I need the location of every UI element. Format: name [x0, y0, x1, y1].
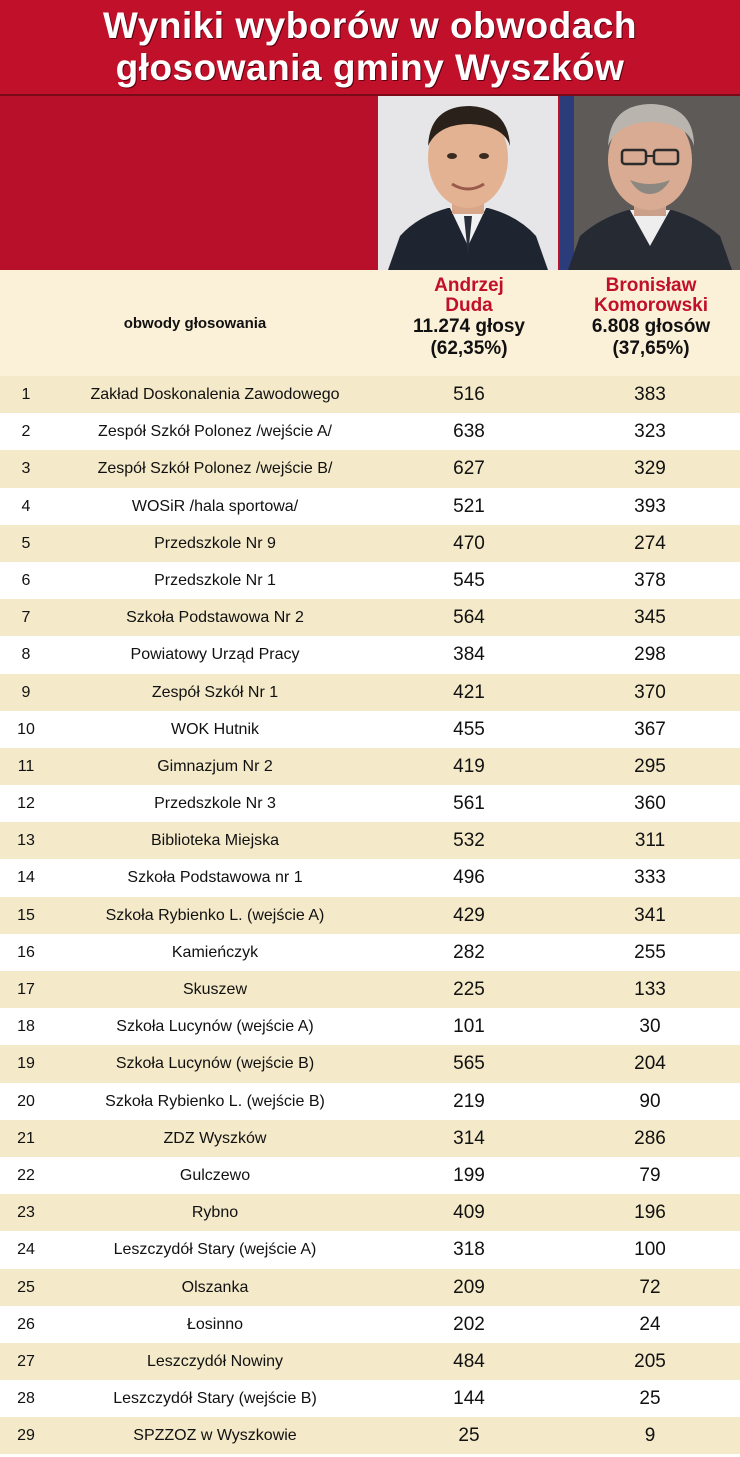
precinct-name: Leszczydół Stary (wejście A): [113, 1241, 317, 1259]
precinct-number: 6: [21, 571, 31, 589]
title-line-1: Wyniki wyborów w obwodach: [103, 5, 637, 46]
precinct-number: 12: [17, 795, 35, 813]
duda-votes: 202: [453, 1313, 485, 1335]
duda-votes: 516: [453, 384, 485, 405]
table-row: [0, 1306, 740, 1343]
precinct-number: 8: [21, 646, 31, 664]
duda-votes: 219: [453, 1090, 485, 1112]
komorowski-votes: 298: [634, 644, 666, 666]
precinct-number: 11: [17, 757, 35, 775]
precinct-number: 10: [17, 720, 35, 738]
duda-votes: 419: [453, 755, 485, 777]
duda-votes: 455: [453, 718, 485, 740]
candidate-last-name: Duda: [445, 295, 493, 316]
precinct-number: 4: [21, 497, 31, 515]
precinct-number: 27: [17, 1352, 35, 1370]
candidate-header-komorowski: [560, 276, 740, 360]
table-row: [0, 1120, 740, 1157]
precinct-number: 20: [17, 1092, 35, 1110]
duda-votes: 638: [453, 421, 485, 443]
komorowski-votes: 378: [634, 569, 666, 591]
table-row: [0, 1231, 740, 1268]
duda-votes: 470: [453, 532, 485, 554]
komorowski-votes: 72: [639, 1276, 661, 1298]
precinct-name: Leszczydół Stary (wejście B): [113, 1390, 317, 1408]
precinct-number: 28: [17, 1390, 35, 1408]
precinct-number: 23: [17, 1204, 35, 1222]
duda-votes: 282: [453, 941, 485, 963]
table-row: [0, 1008, 740, 1045]
duda-votes: 209: [453, 1276, 485, 1298]
komorowski-votes: 24: [639, 1313, 661, 1335]
precinct-name: WOSiR /hala sportowa/: [131, 497, 299, 515]
precinct-name: Leszczydół Nowiny: [146, 1352, 284, 1370]
table-row: [0, 450, 740, 487]
komorowski-votes: 333: [634, 867, 666, 889]
table-row: [0, 599, 740, 636]
table-row: [0, 1083, 740, 1120]
precinct-name: Szkoła Lucynów (wejście B): [115, 1055, 315, 1073]
precinct-name: Zespół Szkół Polonez /wejście B/: [97, 460, 333, 478]
duda-votes: 561: [453, 793, 485, 815]
komorowski-votes: 286: [634, 1127, 666, 1149]
table-row: [0, 1380, 740, 1417]
table-row: [0, 1045, 740, 1082]
precinct-name: Gimnazjum Nr 2: [157, 757, 273, 775]
precinct-name: Szkoła Rybienko L. (wejście A): [105, 906, 325, 924]
precinct-number: 29: [17, 1427, 35, 1445]
duda-votes: 314: [453, 1127, 485, 1149]
precinct-number: 7: [21, 609, 31, 627]
table-row: [0, 711, 740, 748]
table-row: [0, 1157, 740, 1194]
komorowski-votes: 100: [634, 1239, 666, 1261]
precinct-name: WOK Hutnik: [170, 720, 259, 738]
duda-votes: 318: [453, 1239, 485, 1261]
table-row: [0, 859, 740, 896]
candidate-percent: (37,65%): [612, 338, 690, 359]
precincts-column-header: obwody głosowania: [123, 314, 267, 332]
precinct-name: SPZZOZ w Wyszkowie: [133, 1427, 297, 1445]
komorowski-votes: 323: [634, 421, 666, 443]
table-row: [0, 488, 740, 525]
table-header: [0, 270, 740, 376]
portrait-duda: [378, 96, 558, 270]
precinct-number: 9: [21, 683, 31, 701]
table-row: [0, 934, 740, 971]
komorowski-votes: 360: [634, 793, 666, 815]
precinct-number: 18: [17, 1018, 35, 1036]
precinct-name: Biblioteka Miejska: [150, 832, 280, 850]
komorowski-votes: 205: [634, 1350, 666, 1372]
duda-votes: 484: [453, 1350, 485, 1372]
komorowski-votes: 329: [634, 458, 666, 480]
table-row: [0, 897, 740, 934]
precinct-number: 17: [17, 981, 35, 998]
komorowski-votes: 9: [644, 1425, 656, 1447]
precinct-number: 16: [17, 943, 35, 961]
duda-votes: 545: [453, 569, 485, 591]
duda-votes: 225: [453, 979, 485, 1000]
candidate-header-duda: [378, 276, 560, 360]
portrait-komorowski: [560, 96, 740, 270]
komorowski-votes: 204: [634, 1053, 666, 1075]
candidate-total-votes: 6.808 głosów: [591, 316, 711, 337]
duda-votes: 421: [453, 681, 485, 703]
komorowski-votes: 90: [639, 1090, 661, 1112]
duda-votes: 521: [453, 495, 485, 517]
precinct-name: Zespół Szkół Polonez /wejście A/: [98, 423, 332, 441]
precinct-name: Rybno: [191, 1204, 239, 1222]
komorowski-votes: 274: [634, 532, 666, 554]
precinct-name: Szkoła Lucynów (wejście A): [116, 1018, 314, 1036]
komorowski-votes: 295: [634, 755, 666, 777]
duda-votes: 565: [453, 1053, 485, 1075]
precinct-number: 13: [17, 832, 35, 850]
table-row: [0, 971, 740, 1008]
title-line-2: głosowania gminy Wyszków: [115, 47, 625, 88]
komorowski-votes: 79: [639, 1164, 661, 1186]
precinct-name: Zespół Szkół Nr 1: [151, 683, 279, 701]
komorowski-votes: 196: [634, 1202, 666, 1224]
precinct-number: 14: [17, 869, 35, 887]
precinct-number: 2: [21, 423, 31, 441]
title-banner: [0, 0, 740, 96]
komorowski-votes: 133: [634, 979, 666, 1000]
duda-votes: 144: [453, 1388, 485, 1410]
duda-votes: 199: [453, 1164, 485, 1186]
duda-votes: 429: [453, 904, 485, 926]
komorowski-votes: 341: [634, 904, 666, 926]
precinct-number: 26: [17, 1315, 35, 1333]
table-row: [0, 785, 740, 822]
duda-votes: 496: [453, 867, 485, 889]
precinct-name: Szkoła Podstawowa Nr 2: [126, 609, 304, 627]
komorowski-votes: 393: [634, 495, 666, 517]
komorowski-votes: 370: [634, 681, 666, 703]
precinct-number: 1: [21, 386, 31, 403]
komorowski-votes: 30: [639, 1016, 661, 1038]
candidate-last-name: Komorowski: [593, 295, 709, 316]
table-row: [0, 1194, 740, 1231]
candidate-first-name: Bronisław: [605, 275, 697, 296]
komorowski-votes: 255: [634, 941, 666, 963]
precinct-name: Przedszkole Nr 9: [154, 534, 276, 552]
precinct-number: 19: [17, 1055, 35, 1073]
candidate-first-name: Andrzej: [434, 275, 504, 296]
duda-votes: 409: [453, 1202, 485, 1224]
table-row: [0, 413, 740, 450]
precinct-name: Kamieńczyk: [171, 943, 259, 961]
precinct-name: Skuszew: [182, 981, 248, 998]
precinct-number: 3: [21, 460, 31, 478]
table-row: [0, 748, 740, 785]
komorowski-votes: 345: [634, 607, 666, 629]
duda-votes: 627: [453, 458, 485, 480]
table-row: [0, 1417, 740, 1454]
precinct-number: 21: [17, 1129, 35, 1147]
precinct-name: Łosinno: [186, 1315, 244, 1333]
table-row: [0, 674, 740, 711]
komorowski-votes: 25: [639, 1388, 661, 1410]
precinct-number: 5: [21, 534, 31, 552]
duda-votes: 25: [458, 1425, 480, 1447]
results-table-body: [0, 376, 740, 1454]
duda-votes: 564: [453, 607, 485, 629]
precinct-name: Zakład Doskonalenia Zawodowego: [90, 386, 340, 403]
precinct-name: Przedszkole Nr 1: [154, 571, 276, 589]
komorowski-votes: 311: [634, 830, 666, 852]
table-row: [0, 822, 740, 859]
precinct-name: Powiatowy Urząd Pracy: [130, 646, 300, 664]
precinct-name: Przedszkole Nr 3: [154, 795, 276, 813]
table-row: [0, 562, 740, 599]
precinct-name: Gulczewo: [179, 1166, 251, 1184]
komorowski-votes: 367: [634, 718, 666, 740]
photo-band: [0, 96, 740, 270]
table-row: [0, 1269, 740, 1306]
duda-votes: 101: [453, 1016, 485, 1038]
table-row: [0, 1343, 740, 1380]
duda-votes: 384: [453, 644, 485, 666]
precinct-number: 25: [17, 1278, 35, 1296]
table-row: [0, 525, 740, 562]
komorowski-votes: 383: [634, 384, 666, 405]
precinct-name: ZDZ Wyszków: [163, 1129, 267, 1147]
precinct-name: Szkoła Rybienko L. (wejście B): [105, 1092, 325, 1110]
precinct-number: 15: [17, 906, 35, 924]
candidate-total-votes: 11.274 głosy: [413, 316, 525, 337]
table-row: [0, 636, 740, 673]
precinct-number: 22: [17, 1166, 35, 1184]
candidate-percent: (62,35%): [430, 338, 508, 359]
precinct-name: Szkoła Podstawowa nr 1: [127, 869, 303, 887]
table-row: [0, 376, 740, 413]
precinct-name: Olszanka: [181, 1278, 249, 1296]
precinct-number: 24: [17, 1241, 35, 1259]
duda-votes: 532: [453, 830, 485, 852]
